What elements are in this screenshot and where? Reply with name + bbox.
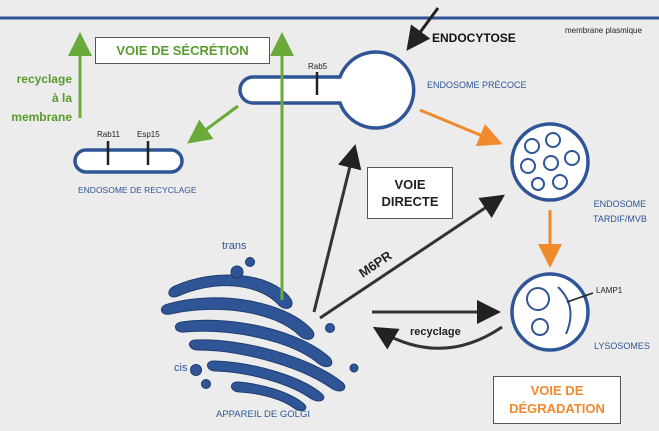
rab11-label: Rab11	[97, 130, 120, 139]
rab5-label: Rab5	[308, 62, 328, 71]
endosome-precoce-label: ENDOSOME PRÉCOCE	[427, 80, 527, 90]
lysosomes-label: LYSOSOMES	[594, 341, 650, 351]
cis-label: cis	[174, 362, 188, 374]
voie-directe-box: VOIE DIRECTE	[367, 167, 453, 219]
endocytose-label: ENDOCYTOSE	[432, 31, 516, 45]
endosome-tardif-label: ENDOSOME TARDIF/MVB	[593, 199, 647, 224]
endosome-recyclage-label: ENDOSOME DE RECYCLAGE	[78, 185, 197, 195]
esp15-label: Esp15	[137, 130, 160, 139]
golgi-label: APPAREIL DE GOLGI	[216, 409, 310, 420]
recyclage-label: recyclage	[410, 326, 461, 338]
trans-label: trans	[222, 240, 247, 252]
recyclage-membrane-label: recyclage à la membrane	[11, 72, 72, 124]
endosome-tardif-shape	[512, 124, 588, 200]
golgi-to-precoce-arrow	[314, 150, 354, 312]
voie-degradation-box: VOIE DE DÉGRADATION	[493, 376, 621, 424]
membrane-label: membrane plasmique	[565, 26, 642, 35]
m6pr-label: M6PR	[356, 247, 395, 281]
recycling-arrow	[192, 106, 238, 140]
precoce-to-tardif-arrow	[420, 110, 497, 142]
lysosome-shape	[512, 274, 593, 350]
endosome-recyclage-shape	[75, 141, 182, 172]
golgi-shape	[161, 258, 358, 411]
lamp1-label: LAMP1	[596, 286, 623, 295]
voie-secretion-box: VOIE DE SÉCRÉTION	[95, 37, 270, 64]
